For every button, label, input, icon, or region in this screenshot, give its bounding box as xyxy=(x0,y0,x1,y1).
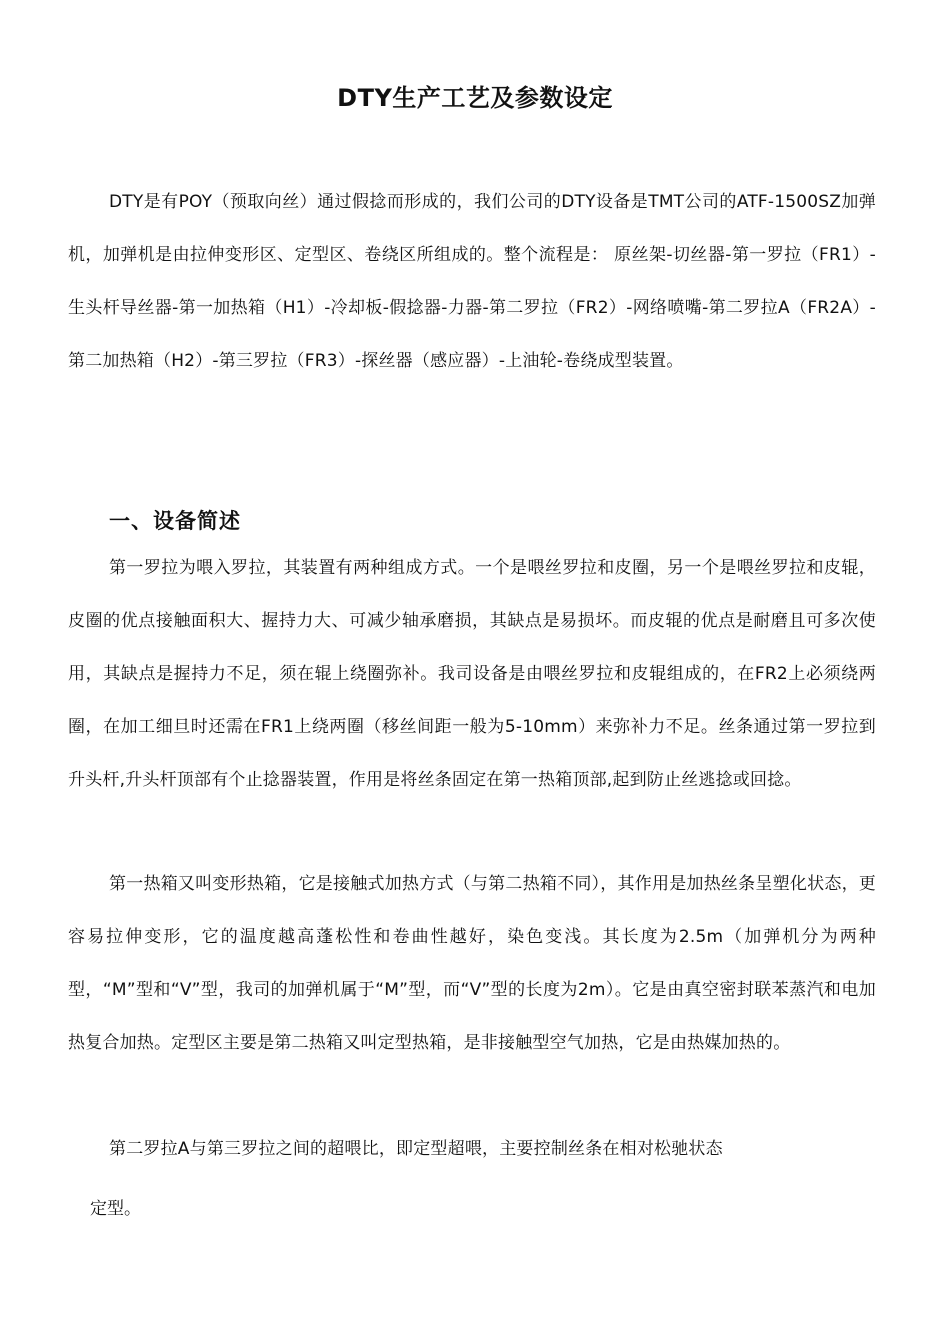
body-paragraph: 第一罗拉为喂入罗拉，其装置有两种组成方式。一个是喂丝罗拉和皮圈，另一个是喂丝罗拉和皮辊，皮圈的优点接触面积大、握持力大、可减少轴承磨损，其缺点是易损坏。而皮辊的优点是耐磨且可多次使用，其缺点是握持力不足，须在辊上绕圈弥补。我司设备是由喂丝罗拉和皮辊组成的，在FR2上必须绕两圈，在加工细旦时还需在FR1上绕两圈（移丝间距一般为5-10mm）来弥补力不足。丝条通过第一罗拉到升头杆,升头杆顶部有个止捻器装置，作用是将丝条固定在第一热箱顶部,起到防止丝逃捻或回捻。 xyxy=(68,558,876,790)
section-heading: 一、设备简述 xyxy=(109,509,241,533)
body-paragraph: 第一热箱又叫变形热箱，它是接触式加热方式（与第二热箱不同），其作用是加热丝条呈塑化状态，更容易拉伸变形，它的温度越高蓬松性和卷曲性越好，染色变浅。其长度为2.5m（加弹机分为两种型，“M”型和“V”型，我司的加弹机属于“M”型，而“V”型的长度为2m）。它是由真空密封联苯蒸汽和电加热复合加热。定型区主要是第二热箱又叫定型热箱，是非接触型空气加热，它是由热媒加热的。 xyxy=(68,874,876,1053)
paragraph-continuation: 定型。 xyxy=(90,1199,141,1219)
body-paragraph: 第二罗拉A与第三罗拉之间的超喂比，即定型超喂，主要控制丝条在相对松驰状态 xyxy=(109,1139,723,1159)
intro-paragraph: DTY是有POY（预取向丝）通过假捻而形成的，我们公司的DTY设备是TMT公司的ATF-1500SZ加弹机，加弹机是由拉伸变形区、定型区、卷绕区所组成的。整个流程是： 原丝架-切丝器-第一罗拉（FR1）-生头杆导丝器-第一加热箱（H1）-冷却板-假捻器-力器-第二罗拉（FR2）-网络喷嘴-第二罗拉A（FR2A）-第二加热箱（H2）-第三罗拉（FR3）-探丝器（感应器）-上油轮-卷绕成型装置。 xyxy=(68,192,876,371)
document-title: DTY生产工艺及参数设定 xyxy=(337,84,613,112)
